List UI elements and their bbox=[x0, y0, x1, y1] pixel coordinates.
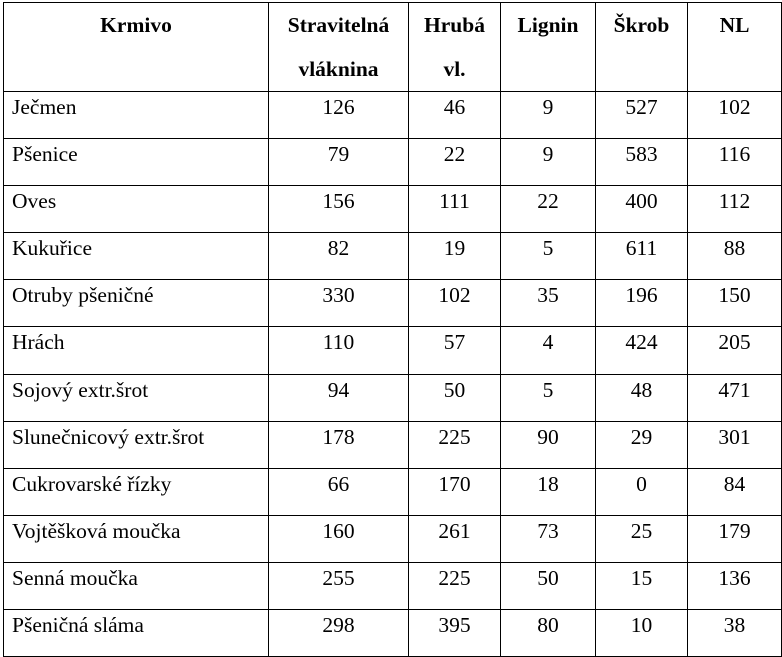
table-row bbox=[4, 92, 782, 139]
cell-stravitelna-vlaknina: 330 bbox=[269, 280, 409, 327]
cell-lignin: 4 bbox=[501, 327, 596, 374]
cell-stravitelna-vlaknina: 82 bbox=[269, 233, 409, 280]
header-stravitelna-vlaknina: Stravitelná vláknina bbox=[269, 3, 409, 92]
cell-stravitelna-vlaknina: 79 bbox=[269, 139, 409, 186]
header-krmivo: Krmivo bbox=[4, 3, 269, 92]
cell-lignin: 5 bbox=[501, 233, 596, 280]
cell-skrob: 400 bbox=[596, 186, 688, 233]
cell-lignin: 9 bbox=[501, 92, 596, 139]
cell-skrob: 29 bbox=[596, 421, 688, 468]
cell-lignin: 9 bbox=[501, 139, 596, 186]
cell-hruba-vl: 170 bbox=[409, 468, 501, 515]
feed-composition-table bbox=[3, 2, 782, 657]
cell-nl: 112 bbox=[688, 186, 782, 233]
table-row bbox=[4, 468, 782, 515]
cell-stravitelna-vlaknina: 298 bbox=[269, 610, 409, 657]
table-row bbox=[4, 233, 782, 280]
cell-stravitelna-vlaknina: 66 bbox=[269, 468, 409, 515]
cell-nl: 84 bbox=[688, 468, 782, 515]
cell-hruba-vl: 111 bbox=[409, 186, 501, 233]
cell-stravitelna-vlaknina: 110 bbox=[269, 327, 409, 374]
cell-skrob: 424 bbox=[596, 327, 688, 374]
header-lignin: Lignin bbox=[501, 3, 596, 92]
cell-lignin: 5 bbox=[501, 374, 596, 421]
cell-feed-name: Oves bbox=[4, 186, 269, 233]
table-row bbox=[4, 327, 782, 374]
cell-nl: 136 bbox=[688, 562, 782, 609]
cell-feed-name: Ječmen bbox=[4, 92, 269, 139]
cell-hruba-vl: 261 bbox=[409, 515, 501, 562]
cell-stravitelna-vlaknina: 160 bbox=[269, 515, 409, 562]
cell-hruba-vl: 57 bbox=[409, 327, 501, 374]
cell-skrob: 25 bbox=[596, 515, 688, 562]
header-skrob: Škrob bbox=[596, 3, 688, 92]
cell-nl: 88 bbox=[688, 233, 782, 280]
table-row bbox=[4, 515, 782, 562]
cell-hruba-vl: 102 bbox=[409, 280, 501, 327]
cell-skrob: 527 bbox=[596, 92, 688, 139]
cell-lignin: 90 bbox=[501, 421, 596, 468]
cell-lignin: 22 bbox=[501, 186, 596, 233]
cell-stravitelna-vlaknina: 156 bbox=[269, 186, 409, 233]
cell-hruba-vl: 225 bbox=[409, 421, 501, 468]
cell-feed-name: Slunečnicový extr.šrot bbox=[4, 421, 269, 468]
cell-nl: 205 bbox=[688, 327, 782, 374]
cell-nl: 471 bbox=[688, 374, 782, 421]
cell-nl: 116 bbox=[688, 139, 782, 186]
cell-feed-name: Vojtěšková moučka bbox=[4, 515, 269, 562]
cell-feed-name: Pšeničná sláma bbox=[4, 610, 269, 657]
cell-nl: 150 bbox=[688, 280, 782, 327]
cell-feed-name: Cukrovarské řízky bbox=[4, 468, 269, 515]
cell-nl: 38 bbox=[688, 610, 782, 657]
cell-lignin: 35 bbox=[501, 280, 596, 327]
table-row bbox=[4, 280, 782, 327]
table-row bbox=[4, 421, 782, 468]
cell-hruba-vl: 19 bbox=[409, 233, 501, 280]
cell-nl: 102 bbox=[688, 92, 782, 139]
cell-nl: 301 bbox=[688, 421, 782, 468]
cell-hruba-vl: 225 bbox=[409, 562, 501, 609]
cell-skrob: 48 bbox=[596, 374, 688, 421]
cell-nl: 179 bbox=[688, 515, 782, 562]
cell-feed-name: Hrách bbox=[4, 327, 269, 374]
header-hruba-vl: Hrubá vl. bbox=[409, 3, 501, 92]
cell-skrob: 196 bbox=[596, 280, 688, 327]
cell-skrob: 583 bbox=[596, 139, 688, 186]
table-row bbox=[4, 374, 782, 421]
cell-lignin: 50 bbox=[501, 562, 596, 609]
header-nl: NL bbox=[688, 3, 782, 92]
cell-skrob: 15 bbox=[596, 562, 688, 609]
cell-feed-name: Otruby pšeničné bbox=[4, 280, 269, 327]
table-row bbox=[4, 186, 782, 233]
table-row bbox=[4, 139, 782, 186]
cell-hruba-vl: 46 bbox=[409, 92, 501, 139]
cell-feed-name: Kukuřice bbox=[4, 233, 269, 280]
table-row bbox=[4, 562, 782, 609]
cell-stravitelna-vlaknina: 94 bbox=[269, 374, 409, 421]
cell-hruba-vl: 22 bbox=[409, 139, 501, 186]
cell-feed-name: Pšenice bbox=[4, 139, 269, 186]
cell-lignin: 80 bbox=[501, 610, 596, 657]
cell-stravitelna-vlaknina: 126 bbox=[269, 92, 409, 139]
cell-skrob: 10 bbox=[596, 610, 688, 657]
cell-hruba-vl: 395 bbox=[409, 610, 501, 657]
cell-skrob: 0 bbox=[596, 468, 688, 515]
table-row bbox=[4, 610, 782, 657]
cell-lignin: 18 bbox=[501, 468, 596, 515]
cell-feed-name: Senná moučka bbox=[4, 562, 269, 609]
cell-feed-name: Sojový extr.šrot bbox=[4, 374, 269, 421]
header-row bbox=[4, 3, 782, 92]
cell-skrob: 611 bbox=[596, 233, 688, 280]
cell-hruba-vl: 50 bbox=[409, 374, 501, 421]
cell-stravitelna-vlaknina: 255 bbox=[269, 562, 409, 609]
cell-stravitelna-vlaknina: 178 bbox=[269, 421, 409, 468]
cell-lignin: 73 bbox=[501, 515, 596, 562]
